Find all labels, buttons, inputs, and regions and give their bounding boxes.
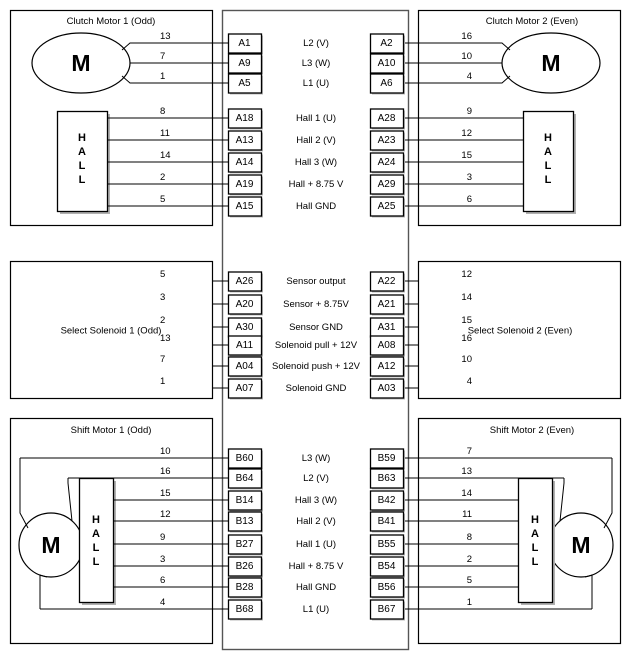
clutch-motor-1-title: Clutch Motor 1 (Odd) bbox=[66, 16, 156, 27]
terminal-label-left: B26 bbox=[235, 561, 254, 573]
pin-number-left: 3 bbox=[160, 292, 166, 303]
terminal-label-left: A18 bbox=[235, 113, 254, 125]
pin-number-left: 1 bbox=[160, 376, 166, 387]
signal-label: Hall 1 (U) bbox=[295, 113, 337, 125]
terminal-label-left: A9 bbox=[238, 58, 251, 70]
pin-number-left: 13 bbox=[160, 333, 171, 344]
pin-number-right: 16 bbox=[461, 333, 472, 344]
clutch-hall-1-letter-l2: L bbox=[78, 174, 86, 186]
signal-label: Hall GND bbox=[295, 582, 337, 594]
terminal-label-left: A26 bbox=[235, 276, 254, 288]
pin-number-left: 11 bbox=[160, 128, 170, 139]
signal-label: Solenoid pull + 12V bbox=[274, 340, 358, 352]
terminal-label-left: B64 bbox=[235, 473, 254, 485]
terminal-label-left: A15 bbox=[235, 201, 254, 213]
pin-number-left: 3 bbox=[160, 554, 166, 565]
pin-number-right: 11 bbox=[462, 509, 472, 520]
shift-motor-2-letter: M bbox=[571, 532, 591, 558]
shift-hall-2-letter-l2: L bbox=[531, 556, 539, 568]
terminal-label-left: A13 bbox=[235, 135, 254, 147]
pin-number-left: 4 bbox=[160, 597, 166, 608]
terminal-label-right: A2 bbox=[380, 38, 393, 50]
terminal-label-left: A11 bbox=[235, 340, 254, 352]
clutch-hall-1-letter-l1: L bbox=[78, 160, 86, 172]
clutch-hall-2-letter-a: A bbox=[544, 146, 552, 158]
pin-number-right: 4 bbox=[466, 376, 472, 387]
terminal-label-right: A6 bbox=[380, 78, 393, 90]
pin-number-left: 7 bbox=[160, 51, 166, 62]
terminal-label-left: A1 bbox=[238, 38, 251, 50]
pin-number-right: 14 bbox=[461, 292, 472, 303]
signal-label: L2 (V) bbox=[303, 473, 329, 485]
pin-number-right: 12 bbox=[461, 128, 472, 139]
signal-label: Sensor output bbox=[286, 276, 346, 288]
signal-label: L3 (W) bbox=[301, 453, 331, 465]
shift-hall-2-letter-a: A bbox=[531, 528, 539, 540]
terminal-label-right: B41 bbox=[377, 516, 396, 528]
shift-motor-1-letter: M bbox=[41, 532, 61, 558]
pin-number-right: 5 bbox=[466, 575, 472, 586]
signal-label: Hall + 8.75 V bbox=[288, 561, 344, 573]
terminal-label-left: B60 bbox=[235, 453, 254, 465]
pin-number-right: 6 bbox=[466, 194, 472, 205]
pin-number-right: 1 bbox=[466, 597, 472, 608]
signal-label: L1 (U) bbox=[302, 604, 330, 616]
pin-number-right: 2 bbox=[466, 554, 472, 565]
pin-number-left: 7 bbox=[160, 354, 166, 365]
terminal-label-right: A23 bbox=[377, 135, 396, 147]
terminal-label-right: A21 bbox=[377, 299, 396, 311]
terminal-label-left: A19 bbox=[235, 179, 254, 191]
pin-number-right: 12 bbox=[461, 269, 472, 280]
terminal-label-left: B28 bbox=[235, 582, 254, 594]
clutch-hall-1-letter-h: H bbox=[78, 132, 86, 144]
signal-label: Solenoid push + 12V bbox=[272, 361, 360, 373]
signal-label: Hall + 8.75 V bbox=[288, 179, 344, 191]
clutch-motor-1-letter: M bbox=[71, 50, 91, 76]
pin-number-left: 8 bbox=[160, 106, 166, 117]
pin-number-left: 2 bbox=[160, 172, 166, 183]
pin-number-left: 6 bbox=[160, 575, 166, 586]
pin-number-right: 16 bbox=[461, 31, 472, 42]
terminal-label-right: A24 bbox=[377, 157, 396, 169]
pin-number-left: 10 bbox=[160, 446, 171, 457]
shift-hall-2-box bbox=[519, 479, 553, 603]
signal-label: Hall 1 (U) bbox=[295, 539, 337, 551]
terminal-label-right: A29 bbox=[377, 179, 396, 191]
select-solenoid-2-title: Select Solenoid 2 (Even) bbox=[467, 325, 573, 337]
shift-hall-1-letter-l1: L bbox=[92, 542, 100, 554]
pin-number-left: 14 bbox=[160, 150, 171, 161]
pin-number-right: 15 bbox=[461, 315, 472, 326]
clutch-hall-2-letter-l1: L bbox=[544, 160, 552, 172]
signal-label: Hall 2 (V) bbox=[296, 516, 336, 528]
clutch-hall-1-letter-a: A bbox=[78, 146, 86, 158]
signal-label: Sensor GND bbox=[289, 322, 343, 334]
clutch-hall-2-letter-l2: L bbox=[544, 174, 552, 186]
pin-number-left: 13 bbox=[160, 31, 171, 42]
terminal-label-left: A20 bbox=[235, 299, 254, 311]
terminal-label-left: B13 bbox=[235, 516, 254, 528]
terminal-label-left: A14 bbox=[235, 157, 254, 169]
signal-label: Hall 3 (W) bbox=[294, 495, 338, 507]
terminal-label-right: A12 bbox=[377, 361, 396, 373]
pin-number-left: 12 bbox=[160, 509, 171, 520]
terminal-label-left: A07 bbox=[235, 383, 254, 395]
signal-label: Hall GND bbox=[295, 201, 337, 213]
shift-motor-1-title: Shift Motor 1 (Odd) bbox=[70, 425, 152, 436]
pin-number-right: 9 bbox=[466, 106, 472, 117]
signal-label: L2 (V) bbox=[303, 38, 329, 50]
pin-number-left: 16 bbox=[160, 466, 171, 477]
signal-label: L1 (U) bbox=[302, 78, 330, 90]
shift-hall-1-letter-h: H bbox=[92, 514, 100, 526]
terminal-label-left: B27 bbox=[235, 539, 254, 551]
pin-number-right: 8 bbox=[466, 532, 472, 543]
terminal-label-right: A08 bbox=[377, 340, 396, 352]
pin-number-right: 10 bbox=[461, 354, 472, 365]
terminal-label-right: A31 bbox=[377, 322, 396, 334]
terminal-label-right: A28 bbox=[377, 113, 396, 125]
signal-label: Sensor + 8.75V bbox=[283, 299, 349, 311]
shift-hall-2-letter-l1: L bbox=[531, 542, 539, 554]
pin-number-right: 3 bbox=[466, 172, 472, 183]
terminal-label-right: A10 bbox=[377, 58, 396, 70]
terminal-label-right: B42 bbox=[377, 495, 396, 507]
pin-number-right: 15 bbox=[461, 150, 472, 161]
pin-number-right: 10 bbox=[461, 51, 472, 62]
signal-label: Solenoid GND bbox=[285, 383, 347, 395]
terminal-label-right: B63 bbox=[377, 473, 396, 485]
select-solenoid-1-title: Select Solenoid 1 (Odd) bbox=[60, 325, 162, 337]
pin-number-right: 14 bbox=[461, 488, 472, 499]
shift-hall-2-letter-h: H bbox=[531, 514, 539, 526]
signal-label: Hall 2 (V) bbox=[296, 135, 336, 147]
terminal-label-left: A30 bbox=[235, 322, 254, 334]
terminal-label-left: B68 bbox=[235, 604, 254, 616]
terminal-label-left: B14 bbox=[235, 495, 254, 507]
terminal-label-right: A25 bbox=[377, 201, 396, 213]
shift-motor-2-title: Shift Motor 2 (Even) bbox=[489, 425, 575, 436]
terminal-label-right: B59 bbox=[377, 453, 396, 465]
shift-hall-1-box bbox=[80, 479, 114, 603]
terminal-label-right: B56 bbox=[377, 582, 396, 594]
terminal-label-left: A5 bbox=[238, 78, 251, 90]
pin-number-right: 7 bbox=[466, 446, 472, 457]
pin-number-left: 2 bbox=[160, 315, 166, 326]
shift-hall-1-letter-l2: L bbox=[92, 556, 100, 568]
pin-number-right: 13 bbox=[461, 466, 472, 477]
clutch-motor-2-title: Clutch Motor 2 (Even) bbox=[485, 16, 579, 27]
pin-number-left: 1 bbox=[160, 71, 166, 82]
terminal-label-right: B55 bbox=[377, 539, 396, 551]
signal-label: L3 (W) bbox=[301, 58, 331, 70]
clutch-motor-2-letter: M bbox=[541, 50, 561, 76]
shift-hall-1-letter-a: A bbox=[92, 528, 100, 540]
terminal-label-right: B54 bbox=[377, 561, 396, 573]
clutch-hall-2-letter-h: H bbox=[544, 132, 552, 144]
terminal-label-right: A22 bbox=[377, 276, 396, 288]
pin-number-left: 9 bbox=[160, 532, 166, 543]
pin-number-left: 5 bbox=[160, 269, 166, 280]
signal-label: Hall 3 (W) bbox=[294, 157, 338, 169]
terminal-label-left: A04 bbox=[235, 361, 254, 373]
terminal-label-right: B67 bbox=[377, 604, 396, 616]
pin-number-left: 5 bbox=[160, 194, 166, 205]
pin-number-left: 15 bbox=[160, 488, 171, 499]
terminal-label-right: A03 bbox=[377, 383, 396, 395]
pin-number-right: 4 bbox=[466, 71, 472, 82]
